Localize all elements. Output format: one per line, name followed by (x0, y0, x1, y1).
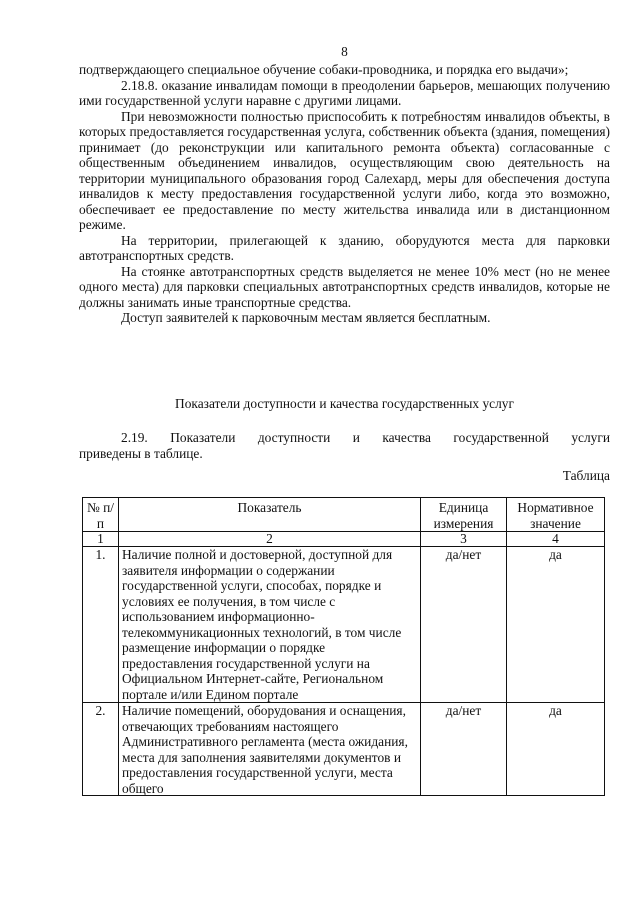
row-number: 2. (83, 703, 119, 796)
row-indicator-cell (119, 703, 421, 796)
indicators-table (82, 497, 605, 796)
row-normative: да (507, 547, 605, 703)
table-header-row (83, 498, 605, 532)
paragraph-parking-quota: На стоянке автотранспортных средств выделяется не менее 10% мест (но не менее одного места) для парковки специальных автотранспортных средств инвалидов, которые не должны занимать иные транспортные средства. (79, 263, 610, 310)
header-indicator: Показатель (119, 498, 421, 532)
header-normative: Нормативное значение (507, 498, 605, 532)
table-caption: Таблица (562, 468, 610, 483)
header-num: № п/п (83, 498, 119, 532)
table-row (83, 703, 605, 796)
paragraph-parking-territory: На территории, прилегающей к зданию, оборудуются места для парковки автотранспортных средств. (79, 232, 610, 263)
row-unit: да/нет (421, 547, 507, 703)
table-row (83, 547, 605, 703)
body-text (79, 62, 610, 326)
column-number: 2 (119, 532, 421, 547)
row-unit: да/нет (421, 703, 507, 796)
column-number-row (83, 532, 605, 547)
row-number: 1. (83, 547, 119, 703)
row-indicator: Наличие полной и достоверной, доступной для заявителя информации о содержании государственной услуги, способах, порядке и условиях ее получения, в том числе с использованием информационно-телекоммуникационных технологий, в том числе размещение информации о порядке предоставления государственной услуги на Официальном Интернет-сайте, Региональном портале и/или Едином портале (119, 547, 421, 703)
row-normative: да (507, 703, 605, 796)
table-intro (79, 430, 610, 461)
header-unit: Единица измерения (421, 498, 507, 532)
section-heading: Показатели доступности и качества государственных услуг (175, 396, 514, 411)
table-intro-line-2: приведены в таблице. (79, 445, 203, 461)
paragraph-accessibility-measures: При невозможности полностью приспособить к потребностям инвалидов объекты, в которых предоставляется государственная услуга, собственник объекта (здания, помещения) принимает (до реконструкции или капитального ремонта объекта) согласованные с общественным объединением инвалидов, осуществляющим свою деятельность на территории муниципального образования город Салехард, меры для обеспечения доступа инвалидов к месту предоставления государственной услуги либо, когда это возможно, обеспечивает ее предоставление по месту жительства инвалида или в дистанционном режиме. (79, 108, 610, 232)
column-number: 4 (507, 532, 605, 547)
column-number: 3 (421, 532, 507, 547)
paragraph-2-18-8: 2.18.8. оказание инвалидам помощи в преодолении барьеров, мешающих получению ими государственной услуги наравне с другими лицами. (79, 77, 610, 108)
column-number: 1 (83, 532, 119, 547)
page-number: 8 (341, 44, 348, 59)
table-intro-line-1: 2.19. Показатели доступности и качества государственной услуги (121, 430, 610, 445)
paragraph-continuation: подтверждающего специальное обучение собаки-проводника, и порядка его выдачи»; (79, 62, 569, 77)
row-indicator: Наличие помещений, оборудования и оснащения, отвечающих требованиям настоящего Административного регламента (места ожидания, места для заполнения заявителями документов и предоставления государственной услуги, места общего (122, 703, 408, 795)
paragraph-parking-free: Доступ заявителей к парковочным местам является бесплатным. (121, 310, 491, 325)
